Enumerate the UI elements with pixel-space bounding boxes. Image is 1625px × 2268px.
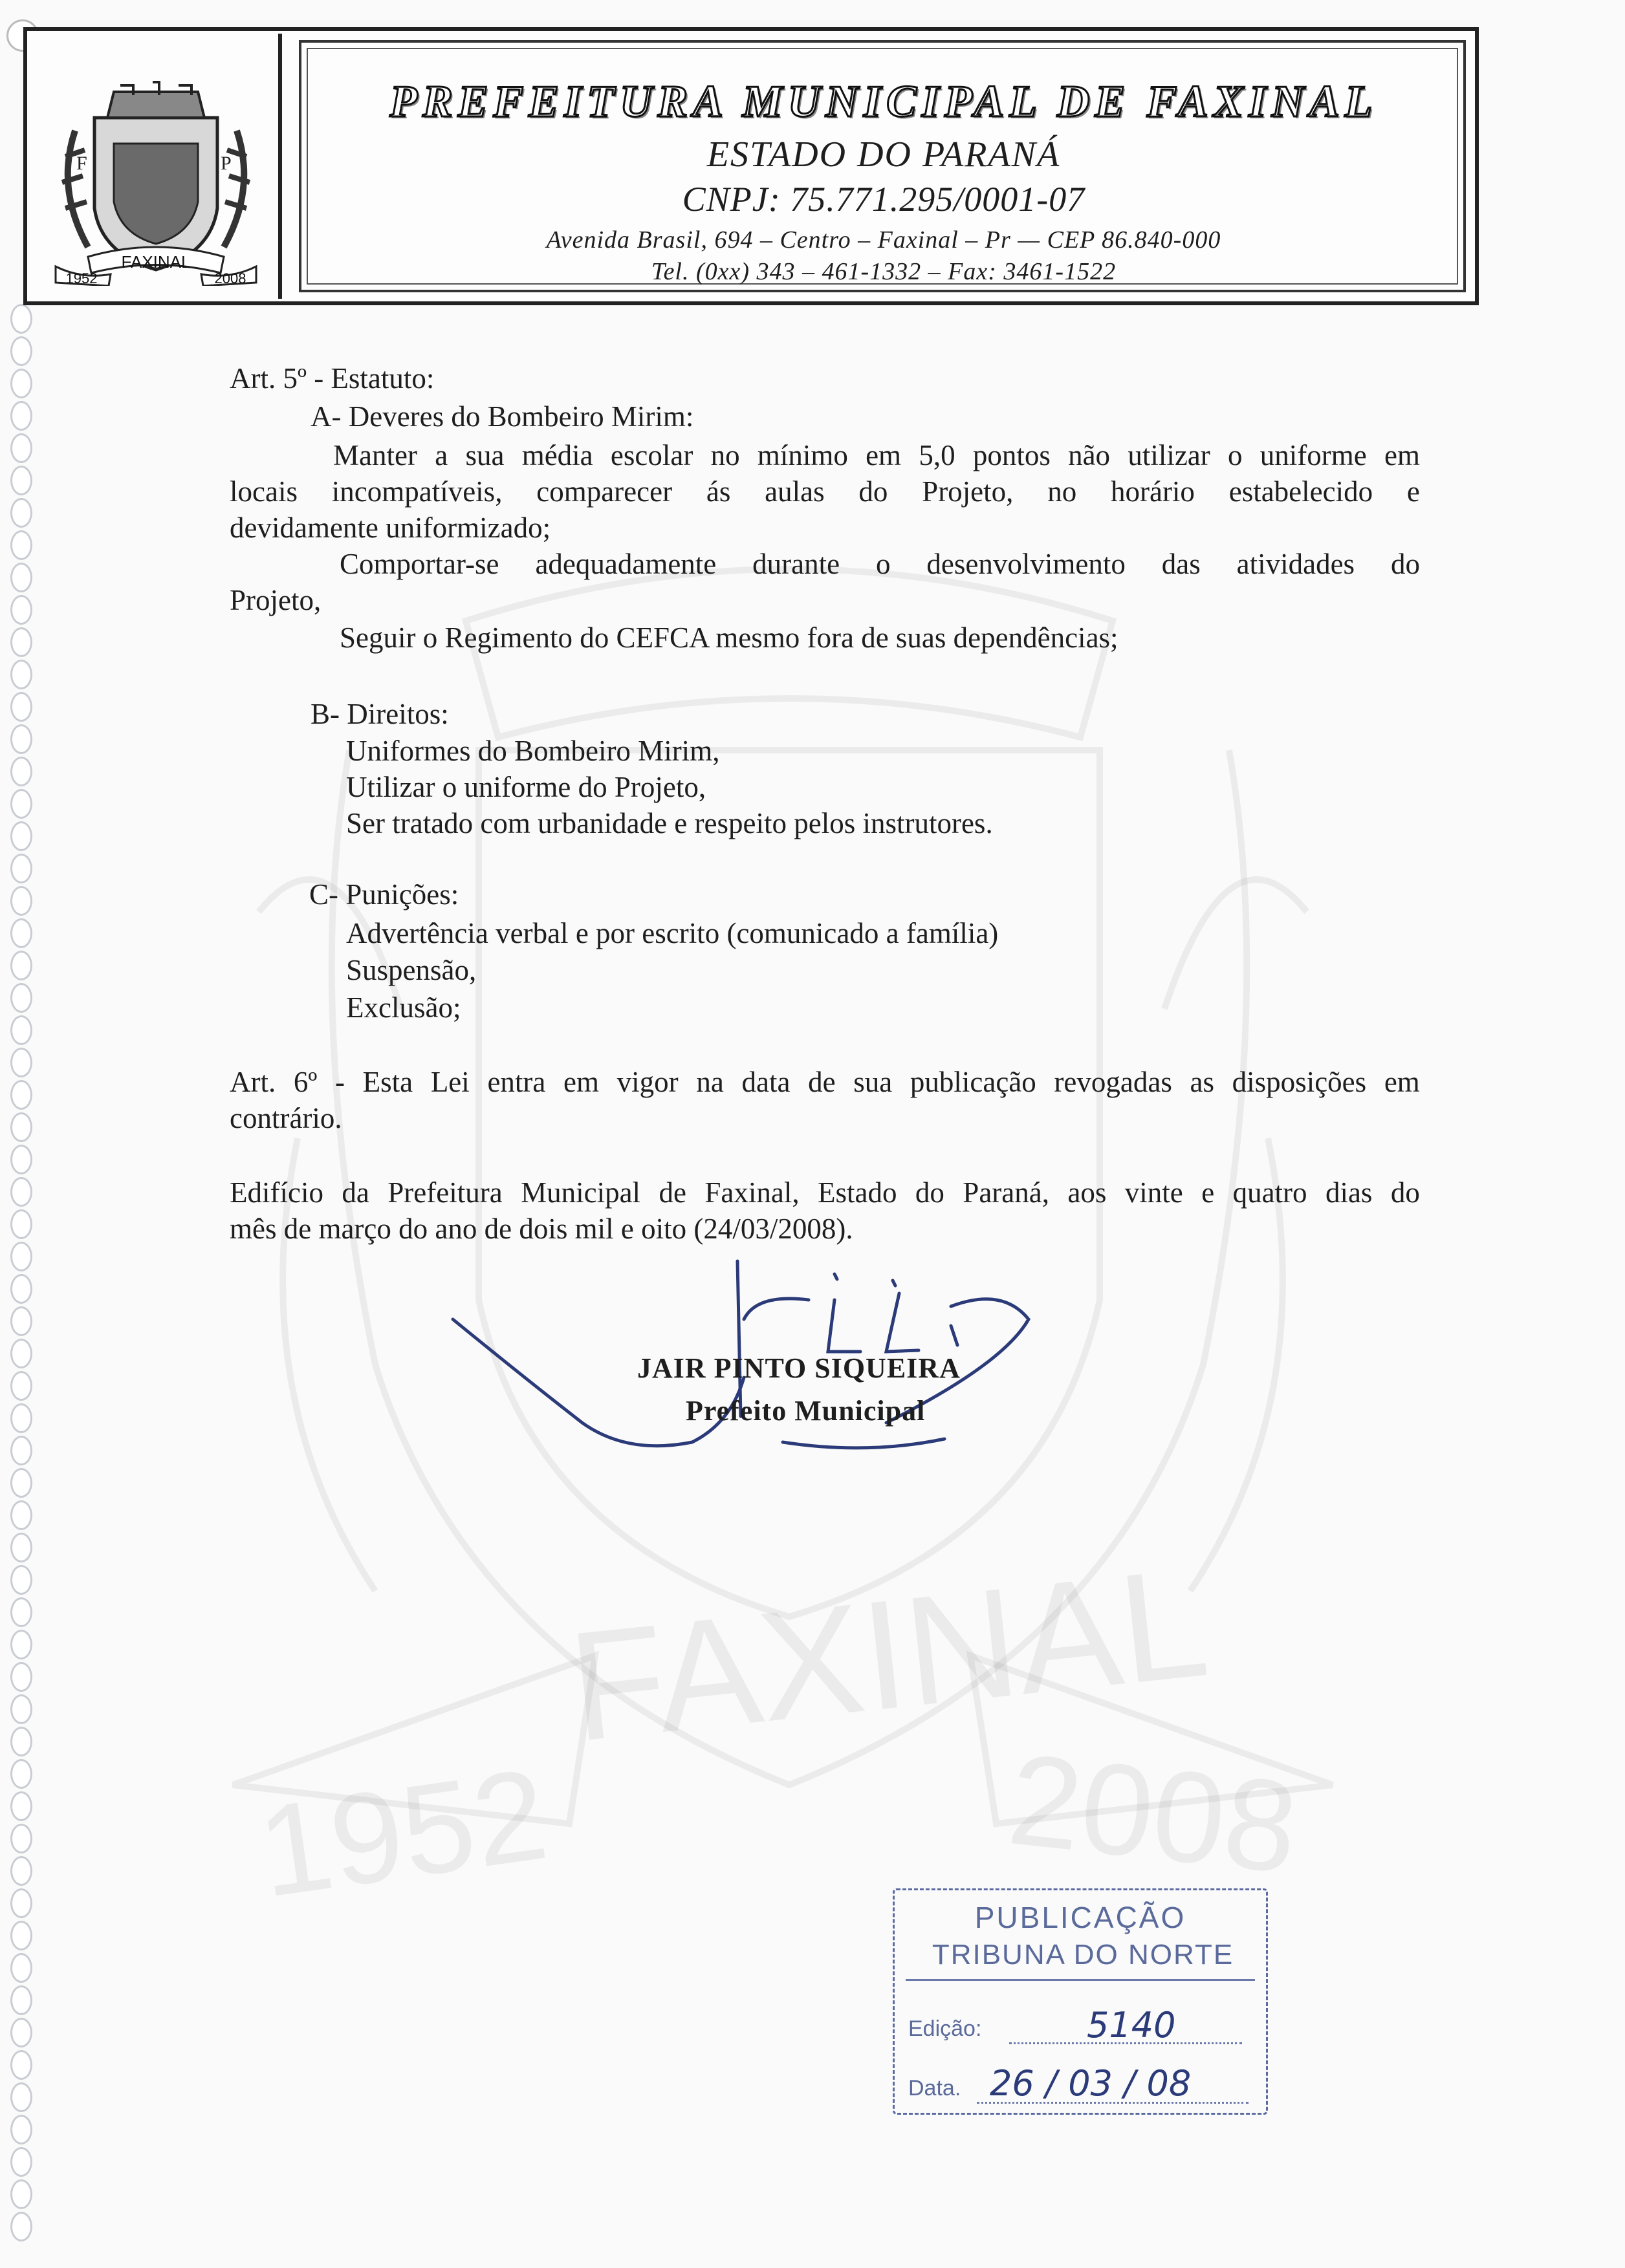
word: mínimo	[757, 439, 848, 471]
punch-hole	[10, 1306, 32, 1336]
punch-hole	[10, 1339, 32, 1368]
text-line: devidamente uniformizado;	[230, 512, 551, 544]
duties-paragraph-2	[230, 546, 1420, 618]
punch-hole	[10, 563, 32, 592]
punch-hole	[10, 2179, 32, 2209]
punch-hole	[10, 1694, 32, 1724]
word: atividades	[1236, 548, 1355, 580]
punch-hole	[10, 1824, 32, 1853]
word: aulas	[765, 475, 825, 508]
word: do	[915, 1176, 944, 1209]
closing-paragraph	[230, 1174, 1420, 1247]
word: vinte	[1124, 1176, 1183, 1209]
punch-hole	[10, 1985, 32, 2015]
word: data	[741, 1066, 791, 1098]
text-line	[230, 1064, 1420, 1100]
word: não	[1068, 439, 1111, 471]
word: durante	[752, 548, 840, 580]
signatory-name: JAIR PINTO SIQUEIRA	[637, 1352, 961, 1384]
text-line: contrário.	[230, 1102, 342, 1134]
word: Esta	[362, 1066, 413, 1098]
punch-hole	[10, 1403, 32, 1433]
stamp-newspaper: TRIBUNA DO NORTE	[932, 1939, 1234, 1971]
punch-hole	[10, 2147, 32, 2177]
punch-hole	[10, 983, 32, 1013]
word: do	[1390, 548, 1420, 580]
penalties-heading: C- Punições:	[309, 878, 459, 911]
punch-hole	[10, 1177, 32, 1207]
watermark-year-left: 1952	[250, 1742, 556, 1925]
crest-letter-right: P	[221, 153, 232, 174]
punch-hole	[10, 1759, 32, 1789]
punch-hole	[10, 1048, 32, 1077]
word: o	[1228, 439, 1243, 471]
word: em	[1384, 1066, 1420, 1098]
word: em	[866, 439, 902, 471]
punch-hole	[10, 401, 32, 431]
word: Paraná,	[963, 1176, 1049, 1209]
word: Manter	[333, 439, 417, 471]
punch-hole	[10, 369, 32, 398]
punch-hole	[10, 1856, 32, 1886]
word: Edifício	[230, 1176, 323, 1209]
cnpj: CNPJ: 75.771.295/0001-07	[682, 180, 1085, 219]
punch-hole	[10, 2082, 32, 2112]
punch-hole	[10, 951, 32, 980]
word: quatro	[1232, 1176, 1307, 1209]
word: 5,0	[919, 439, 955, 471]
punch-hole	[10, 789, 32, 819]
word: uniforme	[1260, 439, 1367, 471]
crest-year-right: 2008	[214, 270, 246, 286]
word: e	[1201, 1176, 1215, 1209]
punch-hole	[10, 2050, 32, 2080]
word: do	[858, 475, 888, 508]
word: Faxinal,	[704, 1176, 800, 1209]
word: Art.	[230, 1066, 276, 1098]
punch-hole	[10, 530, 32, 560]
word: -	[335, 1066, 345, 1098]
rights-heading: B- Direitos:	[311, 698, 449, 730]
punch-hole	[10, 1015, 32, 1045]
punch-hole	[10, 1500, 32, 1530]
word: Municipal	[521, 1176, 641, 1209]
punch-hole	[10, 433, 32, 463]
crest-year-left: 1952	[65, 270, 98, 286]
letterhead-text	[305, 40, 1462, 287]
word: sua	[465, 439, 505, 471]
punch-hole	[10, 2212, 32, 2241]
punch-hole	[10, 886, 32, 916]
crest-box	[30, 34, 282, 299]
crest-banner: FAXINAL	[121, 252, 191, 272]
municipal-crest-icon	[49, 72, 263, 286]
binding-holes	[6, 304, 39, 2244]
word: e	[1406, 475, 1420, 508]
word: Lei	[430, 1066, 470, 1098]
punch-hole	[10, 1953, 32, 1983]
word: no	[1047, 475, 1077, 508]
publication-stamp	[893, 1888, 1268, 2115]
punch-hole	[10, 595, 32, 625]
word: locais	[230, 475, 298, 508]
punch-hole	[10, 627, 32, 657]
rights-item: Ser tratado com urbanidade e respeito pelos instrutores.	[346, 807, 993, 839]
punch-hole	[10, 1565, 32, 1595]
word: em	[1384, 439, 1420, 471]
crest-letter-left: F	[76, 153, 87, 174]
punch-hole	[10, 498, 32, 528]
word: utilizar	[1128, 439, 1210, 471]
text-line: Projeto,	[230, 584, 322, 616]
duties-paragraph-3: Seguir o Regimento do CEFCA mesmo fora de suas dependências;	[340, 621, 1118, 654]
word: média	[521, 439, 593, 471]
punch-hole	[10, 660, 32, 689]
word: as	[1190, 1066, 1215, 1098]
word: de	[659, 1176, 686, 1209]
stamp-title: PUBLICAÇÃO	[974, 1901, 1186, 1934]
text-line: mês de março do ano de dois mil e oito (24/03/2008).	[230, 1213, 853, 1245]
signatory-role: Prefeito Municipal	[686, 1395, 926, 1427]
rights-item: Utilizar o uniforme do Projeto,	[346, 771, 706, 803]
watermark-year-right: 2008	[1002, 1727, 1304, 1901]
word: na	[696, 1066, 724, 1098]
text-line	[230, 437, 1420, 473]
word: pontos	[972, 439, 1051, 471]
punch-hole	[10, 1242, 32, 1271]
punch-hole	[10, 336, 32, 366]
word: Projeto,	[922, 475, 1014, 508]
punch-hole	[10, 1145, 32, 1174]
punch-hole	[10, 854, 32, 883]
penalties-item: Advertência verbal e por escrito (comunicado a família)	[346, 917, 999, 949]
word: publicação	[910, 1066, 1036, 1098]
stamp-edition-value: 5140	[1087, 2005, 1176, 2046]
duties-paragraph-1	[230, 437, 1420, 546]
punch-hole	[10, 821, 32, 851]
word: no	[710, 439, 740, 471]
word: horário	[1110, 475, 1195, 508]
punch-hole	[10, 1630, 32, 1659]
word: Comportar-se	[340, 548, 499, 580]
word: 6º	[293, 1066, 318, 1098]
punch-hole	[10, 1597, 32, 1627]
stamp-divider	[906, 1979, 1255, 1981]
punch-hole	[10, 1791, 32, 1821]
punch-hole	[10, 304, 32, 334]
word: ás	[706, 475, 731, 508]
text-line	[230, 546, 1420, 582]
punch-hole	[10, 692, 32, 722]
word: do	[1390, 1176, 1420, 1209]
word: de	[808, 1066, 836, 1098]
word: escolar	[610, 439, 693, 471]
word: estabelecido	[1228, 475, 1373, 508]
word: revogadas	[1054, 1066, 1172, 1098]
punch-hole	[10, 757, 32, 786]
punch-hole	[10, 1080, 32, 1110]
duties-heading: A- Deveres do Bombeiro Mirim:	[311, 400, 694, 433]
punch-hole	[10, 724, 32, 754]
word: Estado	[818, 1176, 897, 1209]
penalties-item: Suspensão,	[346, 954, 477, 986]
word: o	[876, 548, 891, 580]
punch-hole	[10, 1662, 32, 1692]
punch-hole	[10, 1468, 32, 1498]
text-line	[230, 1174, 1420, 1211]
word: sua	[853, 1066, 893, 1098]
word: das	[1161, 548, 1201, 580]
org-name: PREFEITURA MUNICIPAL DE FAXINAL	[389, 77, 1378, 127]
word: desenvolvimento	[926, 548, 1126, 580]
stamp-date-label: Data.	[908, 2076, 961, 2101]
punch-hole	[10, 466, 32, 495]
word: a	[435, 439, 448, 471]
word: vigor	[616, 1066, 679, 1098]
word: entra	[487, 1066, 546, 1098]
word: dias	[1325, 1176, 1373, 1209]
punch-hole	[10, 1727, 32, 1756]
punch-hole	[10, 2018, 32, 2047]
word: da	[342, 1176, 369, 1209]
phone-fax: Tel. (0xx) 343 – 461-1332 – Fax: 3461-1522	[651, 258, 1117, 285]
word: em	[563, 1066, 600, 1098]
letterhead	[23, 27, 1479, 305]
punch-hole	[10, 2115, 32, 2144]
punch-hole	[10, 1436, 32, 1465]
stamp-edition-label: Edição:	[908, 2016, 982, 2041]
text-line	[230, 473, 1420, 510]
punch-hole	[10, 1371, 32, 1401]
word: incompatíveis,	[331, 475, 503, 508]
penalties-item: Exclusão;	[346, 991, 461, 1024]
punch-hole	[10, 1533, 32, 1562]
word: Prefeitura	[387, 1176, 503, 1209]
punch-hole	[10, 1921, 32, 1950]
art6-paragraph	[230, 1064, 1420, 1136]
word: disposições	[1232, 1066, 1367, 1098]
punch-hole	[10, 1888, 32, 1918]
punch-hole	[10, 1209, 32, 1239]
word: comparecer	[536, 475, 673, 508]
address: Avenida Brasil, 694 – Centro – Faxinal – Pr — CEP 86.840-000	[546, 226, 1221, 254]
art5-title: Art. 5º - Estatuto:	[230, 362, 435, 394]
watermark-name: FAXINAL	[562, 1535, 1216, 1774]
word: adequadamente	[535, 548, 717, 580]
state-name: ESTADO DO PARANÁ	[706, 135, 1061, 175]
word: aos	[1067, 1176, 1107, 1209]
punch-hole	[10, 1274, 32, 1304]
rights-item: Uniformes do Bombeiro Mirim,	[346, 735, 720, 767]
punch-hole	[10, 1112, 32, 1142]
stamp-date-value: 26 / 03 / 08	[990, 2063, 1192, 2104]
punch-hole	[10, 918, 32, 948]
